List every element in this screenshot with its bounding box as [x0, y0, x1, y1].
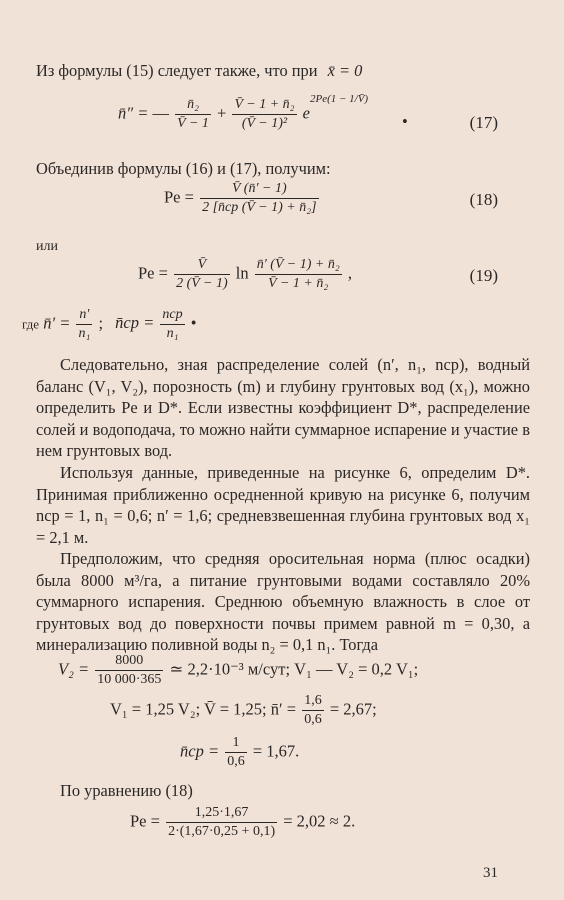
equation-19: [138, 256, 352, 293]
paragraph-suppose: Предположим, что средняя оросительная норма (плюс осадки) была 8000 м³/га, а питание грунтовыми водами составляло 20% суммарного испарения. Среднюю объемную влажность в слое от грунтовых вод до поверхности почвы примем равной m = 0,30, а минерализацию поливной воды n₂ = 0,1 n₁. Тогда: [36, 549, 530, 655]
eq17-dot: •: [402, 112, 408, 131]
eq19-f1-num: V̄: [174, 256, 230, 275]
calc-v2-num: 8000: [95, 652, 163, 671]
by-equation-line: По уравнению (18): [60, 781, 193, 800]
where-a-lhs: n̄′ =: [43, 313, 71, 333]
where-a-den: n₁: [78, 326, 91, 341]
where-dot: •: [190, 313, 197, 333]
calc-v2-rest: ≃ 2,2·10⁻³ м/сут; V₁ — V₂ = 0,2 V₁;: [169, 659, 419, 679]
eq19-fraction-2: [255, 256, 342, 293]
calc-ncp-num: 1: [225, 734, 247, 753]
calc-v1-rest: = 2,67;: [329, 699, 377, 719]
calc-ncp-den: 0,6: [227, 754, 245, 769]
eq19-f1-den: 2 (V̄ − 1): [176, 276, 228, 291]
calc-pe: [130, 804, 355, 841]
eq18-num: V̄ (n̄′ − 1): [200, 180, 319, 199]
eq18-den: 2 [n̄cp (V̄ − 1) + n̄₂]: [202, 200, 317, 215]
calc-ncp-rest: = 1,67.: [252, 741, 300, 761]
equation-18: [164, 180, 321, 217]
eq19-comma: ,: [347, 263, 352, 283]
eq17-f2-den: (V̄ − 1)²: [241, 116, 288, 131]
eq19-f2-den: V̄ − 1 + n̄₂: [268, 276, 329, 291]
calc-v1-lhs: V₁ = 1,25 V₂; V̄ = 1,25; n̄′ =: [110, 699, 297, 719]
calc-pe-lhs: Pe =: [130, 811, 160, 831]
where-definitions: [22, 306, 197, 343]
eq17-f1-den: V̄ − 1: [177, 116, 209, 131]
page-number: 31: [483, 865, 498, 881]
where-semicolon: ;: [98, 313, 104, 333]
eq19-lhs: Pe =: [138, 263, 168, 283]
eq17-f1-num: n̄₂: [175, 96, 211, 115]
or-word: или: [36, 239, 58, 254]
calc-ncp-lhs: n̄cp =: [180, 741, 220, 761]
paragraph-consequently: Следовательно, зная распределение солей (n′, n₁, nср), водный баланс (V₁, V₂), порозность (m) и глубину грунтовых вод (x₁), можно определить Pe и D*. Если известны коэффициент D*, распределение солей и водоподача, то можно найти суммарное испарение и участие в нем грунтовых вод.: [36, 355, 530, 461]
calc-v1-den: 0,6: [304, 712, 322, 727]
where-b-den: n₁: [166, 326, 179, 341]
intro-text: Из формулы (15) следует также, что при: [36, 61, 318, 80]
calc-v2-den: 10 000·365: [97, 672, 162, 687]
where-a-num: n′: [76, 306, 92, 325]
eq18-lhs: Pe =: [164, 187, 194, 207]
calc-v1-num: 1,6: [302, 692, 324, 711]
where-b-num: ncp: [160, 306, 184, 325]
intro-condition: x̄ = 0: [327, 61, 363, 80]
eq17-fraction-2: [232, 96, 296, 133]
eq17-exp-base: e: [302, 103, 310, 123]
calc-pe-den: 2·(1,67·0,25 + 0,1): [168, 824, 276, 839]
calc-pe-fraction: [166, 804, 277, 841]
calc-v2: [58, 652, 418, 689]
where-a-fraction: [76, 306, 92, 343]
eq19-fraction-1: [174, 256, 230, 293]
calc-v1-fraction: [302, 692, 324, 729]
eq17-minus: —: [152, 103, 170, 123]
calc-v2-fraction: [95, 652, 163, 689]
calc-v1: [110, 692, 377, 729]
eq17-fraction-1: [175, 96, 211, 133]
calc-ncp-fraction: [225, 734, 247, 771]
eq17-exp-power: 2Pe(1 − 1/V̄): [309, 92, 369, 105]
where-b-fraction: [160, 306, 184, 343]
eq17-number: (17): [469, 113, 498, 132]
eq17-plus: +: [217, 103, 227, 123]
eq19-ln: ln: [235, 263, 249, 283]
equation-17: [118, 92, 369, 133]
eq17-f2-num: V̄ − 1 + n̄₂: [232, 96, 296, 115]
calc-v2-lhs: V₂ =: [58, 659, 90, 679]
eq18-fraction: [200, 180, 319, 217]
combine-line: Объединив формулы (16) и (17), получим:: [36, 159, 331, 178]
calc-ncp: [180, 734, 299, 771]
eq19-f2-num: n̄′ (V̄ − 1) + n̄₂: [255, 256, 342, 275]
intro-line: [36, 60, 530, 82]
where-b-lhs: n̄cp =: [115, 313, 155, 333]
calc-pe-num: 1,25·1,67: [166, 804, 277, 823]
eq17-lhs: n̄″ =: [118, 103, 149, 123]
eq18-number: (18): [469, 190, 498, 209]
where-word: где: [22, 316, 40, 332]
calc-pe-rest: = 2,02 ≈ 2.: [283, 811, 356, 831]
paragraph-using-data: Используя данные, приведенные на рисунке 6, определим D*. Принимая приближенно осредненной кривую на рисунке 6, получим nср = 1, n₁ = 0,6; n′ = 1,6; средневзвешенная глубина грунтовых вод x₁ = 2,1 м.: [36, 463, 530, 547]
eq19-number: (19): [469, 266, 498, 285]
